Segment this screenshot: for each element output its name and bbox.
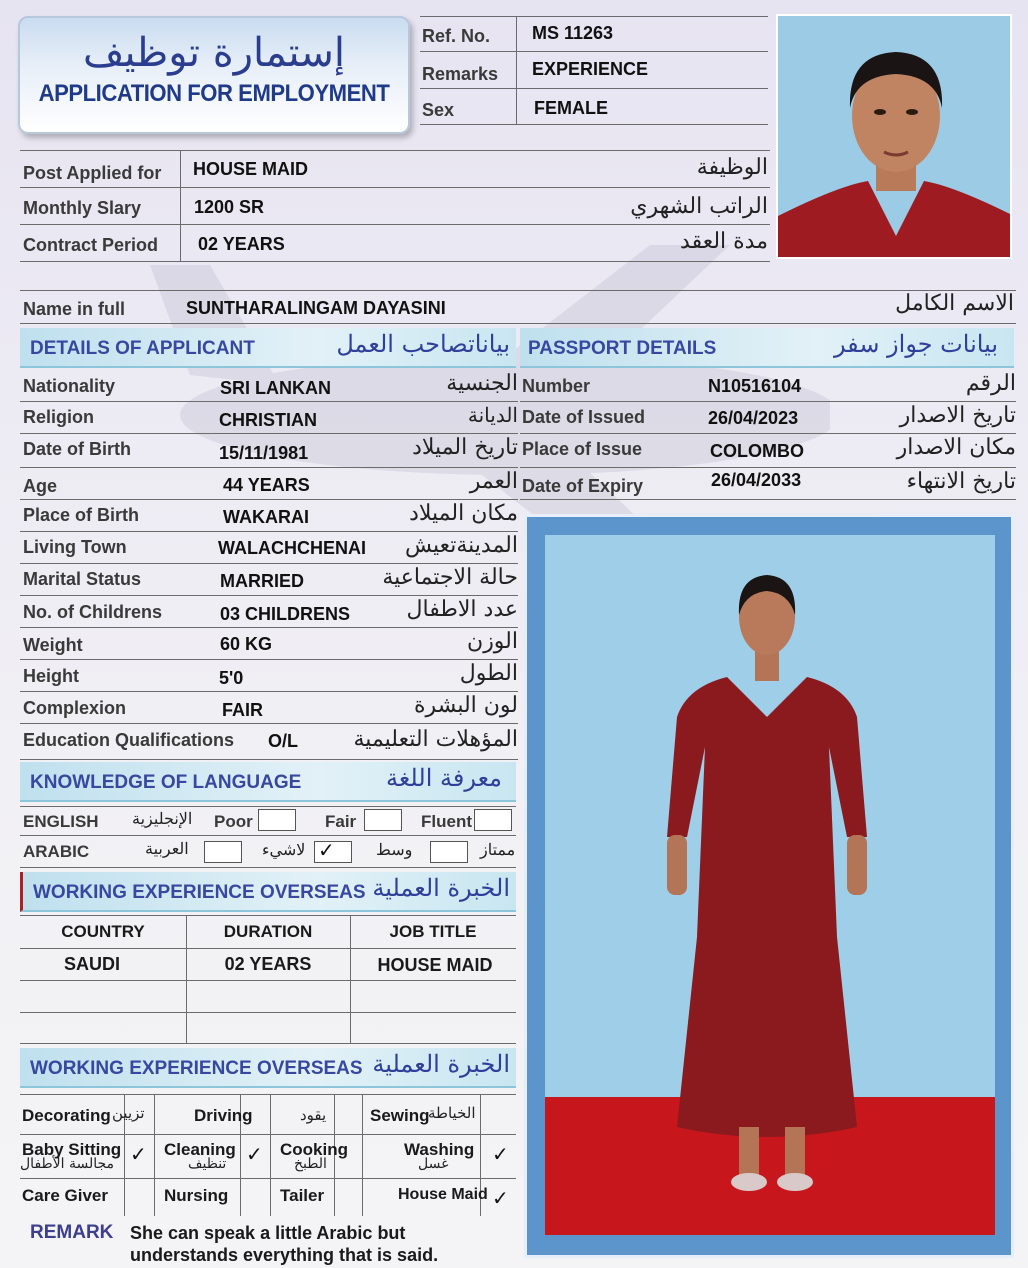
- arabic-label: ARABIC: [23, 842, 90, 861]
- english-fair-checkbox[interactable]: [364, 809, 402, 831]
- skill-cleaning-check-icon: ✓: [246, 1144, 263, 1166]
- passport-issue-date-row: [520, 402, 1016, 434]
- complexion-value: FAIR: [222, 700, 264, 720]
- contract-row: [20, 225, 770, 262]
- skill-cooking-label-ar: الطبخ: [294, 1156, 327, 1172]
- applicant-section-title-ar: بياناتصاحب العمل: [336, 330, 510, 358]
- passport-section-title: PASSPORT DETAILS: [528, 338, 717, 359]
- english-label-ar: الإنجليزية: [132, 809, 193, 828]
- nationality-value: SRI LANKAN: [220, 378, 331, 398]
- remarks-value: EXPERIENCE: [532, 59, 649, 79]
- passport-issue-date-value: 26/04/2023: [708, 408, 799, 428]
- dob-label-ar: تاريخ الميلاد: [412, 435, 518, 460]
- complexion-row: [20, 692, 518, 724]
- portrait-illustration: [778, 16, 1012, 259]
- english-fluent-checkbox[interactable]: [474, 809, 512, 831]
- sex-row: [420, 89, 768, 125]
- post-row: [20, 150, 770, 188]
- experience-table: [20, 915, 516, 1043]
- passport-section-title-ar: بيانات جواز سفر: [833, 330, 998, 358]
- height-label-ar: الطول: [459, 661, 518, 686]
- arabic-check-icon: ✓: [318, 840, 335, 862]
- skill-tailer-label: Tailer: [280, 1186, 325, 1205]
- remark-block: [30, 1222, 520, 1266]
- title-arabic: إستمارة توظيف: [82, 30, 346, 76]
- english-label: ENGLISH: [23, 812, 99, 831]
- living-town-value: WALACHCHENAI: [218, 538, 366, 558]
- passport-expiry-value: 26/04/2033: [711, 470, 802, 490]
- skill-sewing-label: Sewing: [370, 1106, 430, 1125]
- children-value: 03 CHILDRENS: [220, 604, 351, 624]
- skills-section-title: WORKING EXPERIENCE OVERSEAS: [30, 1058, 363, 1079]
- nationality-label: Nationality: [23, 376, 116, 396]
- full-body-photo: [524, 514, 1014, 1258]
- skill-washing-check-icon: ✓: [492, 1144, 509, 1166]
- name-value: SUNTHARALINGAM DAYASINI: [186, 298, 446, 318]
- post-label: Post Applied for: [23, 163, 162, 183]
- weight-row: [20, 628, 518, 660]
- contract-value: 02 YEARS: [198, 234, 285, 254]
- arabic-excellent-label-ar: ممتاز: [480, 840, 516, 859]
- dob-label: Date of Birth: [23, 439, 131, 459]
- dob-row: [20, 434, 518, 468]
- place-of-birth-value: WAKARAI: [223, 507, 309, 527]
- place-of-birth-label-ar: مكان الميلاد: [409, 501, 518, 526]
- arabic-medium-label-ar: وسط: [376, 840, 413, 859]
- sex-value: FEMALE: [534, 98, 608, 118]
- skill-washing-label-ar: غسل: [418, 1156, 449, 1172]
- experience-header-duration: DURATION: [223, 922, 313, 941]
- height-label: Height: [23, 666, 79, 686]
- religion-label: Religion: [23, 407, 94, 427]
- passport-place-value: COLOMBO: [710, 441, 804, 461]
- skill-driving-label: Driving: [194, 1106, 253, 1125]
- complexion-label-ar: لون البشرة: [414, 693, 518, 718]
- experience-header-job: JOB TITLE: [389, 922, 477, 941]
- name-row: [20, 290, 1016, 324]
- arabic-label-ar: العربية: [145, 839, 189, 858]
- ref-divider: [516, 16, 517, 125]
- religion-label-ar: الديانة: [467, 403, 518, 427]
- age-row: [20, 468, 518, 500]
- form-title-logo: [18, 16, 410, 134]
- passport-place-label: Place of Issue: [522, 439, 643, 459]
- nationality-row: [20, 370, 518, 402]
- passport-place-label-ar: مكان الاصدار: [896, 435, 1016, 460]
- skill-cleaning-label-ar: تنظيف: [188, 1156, 227, 1172]
- age-label-ar: العمر: [469, 469, 518, 494]
- applicant-section-title: DETAILS OF APPLICANT: [30, 338, 255, 359]
- skill-babysitting-check-icon: ✓: [130, 1144, 147, 1166]
- remark-line-2: understands everything that is said.: [130, 1245, 439, 1265]
- ref-label: Ref. No.: [422, 26, 491, 46]
- education-value: O/L: [268, 731, 298, 751]
- salary-value: 1200 SR: [194, 197, 265, 217]
- english-poor-checkbox[interactable]: [258, 809, 296, 831]
- applicant-section-header: [20, 328, 516, 368]
- passport-expiry-row: [520, 468, 1016, 500]
- passport-number-row: [520, 370, 1016, 402]
- passport-number-label: Number: [522, 376, 591, 396]
- children-label: No. of Childrens: [23, 602, 162, 622]
- height-value: 5'0: [219, 668, 244, 688]
- living-town-label-ar: المدينةتعيش: [404, 533, 518, 558]
- skill-babysitting-label-ar: مجالسة الأطفال: [20, 1156, 115, 1172]
- skills-section-header: [20, 1048, 516, 1088]
- skill-driving-label-ar: يقود: [300, 1106, 327, 1124]
- marital-status-row: [20, 564, 518, 596]
- sex-label: Sex: [422, 100, 455, 120]
- skill-washing-label: Washing: [404, 1140, 475, 1159]
- experience-header-country: COUNTRY: [61, 922, 145, 941]
- place-of-birth-label: Place of Birth: [23, 505, 140, 525]
- passport-section-header: [520, 328, 1014, 368]
- experience-section-title-ar: الخبرة العملية: [372, 874, 510, 902]
- passport-place-row: [520, 434, 1016, 468]
- skill-babysitting-label: Baby Sitting: [22, 1140, 122, 1159]
- remark-label: REMARK: [30, 1222, 114, 1243]
- passport-expiry-label-ar: تاريخ الانتهاء: [906, 469, 1016, 494]
- skill-decorating-label: Decorating: [22, 1106, 111, 1125]
- education-label: Education Qualifications: [23, 730, 235, 750]
- english-fluent-label: Fluent: [421, 812, 472, 831]
- education-label-ar: المؤهلات التعليمية: [353, 727, 518, 752]
- education-row: [20, 724, 518, 760]
- title-english: APPLICATION FOR EMPLOYMENT: [38, 80, 390, 107]
- language-section-title-ar: معرفة اللغة: [385, 764, 502, 792]
- religion-row: [20, 402, 518, 434]
- job-divider: [180, 150, 181, 262]
- full-body-illustration: [527, 517, 1011, 1255]
- passport-issue-date-label-ar: تاريخ الاصدار: [899, 403, 1016, 428]
- skill-cleaning-label: Cleaning: [164, 1140, 236, 1159]
- experience-country-value: SAUDI: [63, 954, 120, 974]
- height-row: [20, 660, 518, 692]
- contract-label-ar: مدة العقد: [680, 229, 768, 254]
- marital-status-value: MARRIED: [220, 571, 304, 591]
- skills-section-title-ar: الخبرة العملية: [372, 1050, 510, 1078]
- weight-label-ar: الوزن: [467, 629, 518, 654]
- skill-cooking-label: Cooking: [280, 1140, 348, 1159]
- living-town-row: [20, 532, 518, 564]
- skills-grid: [20, 1094, 516, 1216]
- age-value: 44 YEARS: [223, 475, 310, 495]
- ref-row: [420, 16, 768, 52]
- nationality-label-ar: الجنسية: [446, 371, 518, 396]
- skill-housemaid-label: House Maid: [398, 1186, 488, 1203]
- salary-row: [20, 188, 770, 225]
- salary-label: Monthly Slary: [23, 198, 142, 218]
- english-row: [20, 806, 516, 836]
- passport-number-value: N10516104: [708, 376, 802, 396]
- arabic-none-label-ar: لاشيء: [262, 840, 306, 859]
- arabic-excellent-checkbox[interactable]: [430, 841, 468, 863]
- place-of-birth-row: [20, 500, 518, 532]
- religion-value: CHRISTIAN: [219, 410, 317, 430]
- children-row: [20, 596, 518, 628]
- language-section-title: KNOWLEDGE OF LANGUAGE: [30, 772, 302, 793]
- skill-caregiver-label: Care Giver: [22, 1186, 108, 1205]
- post-value: HOUSE MAID: [193, 159, 309, 179]
- marital-status-label: Marital Status: [23, 569, 142, 589]
- living-town-label: Living Town: [23, 537, 127, 557]
- skill-nursing-label: Nursing: [164, 1186, 229, 1205]
- contract-label: Contract Period: [23, 235, 159, 255]
- english-poor-label: Poor: [214, 812, 253, 831]
- experience-duration-value: 02 YEARS: [224, 954, 312, 974]
- remarks-label: Remarks: [422, 64, 499, 84]
- marital-status-label-ar: حالة الاجتماعية: [382, 565, 518, 590]
- experience-section-header: [20, 872, 516, 912]
- arabic-none-checkbox[interactable]: [204, 841, 242, 863]
- salary-label-ar: الراتب الشهري: [630, 194, 768, 219]
- remark-line-1: She can speak a little Arabic but: [130, 1223, 406, 1243]
- complexion-label: Complexion: [23, 698, 127, 718]
- children-label-ar: عدد الاطفال: [406, 597, 518, 622]
- experience-job-value: HOUSE MAID: [377, 955, 493, 975]
- name-label: Name in full: [23, 299, 126, 319]
- dob-value: 15/11/1981: [219, 443, 309, 463]
- portrait-photo: [776, 14, 1012, 259]
- weight-value: 60 KG: [220, 634, 273, 654]
- passport-issue-date-label: Date of Issued: [522, 407, 646, 427]
- remarks-row: [420, 52, 768, 89]
- passport-expiry-label: Date of Expiry: [522, 476, 644, 496]
- ref-value: MS 11263: [532, 23, 614, 43]
- age-label: Age: [23, 476, 58, 496]
- weight-label: Weight: [23, 635, 83, 655]
- experience-section-title: WORKING EXPERIENCE OVERSEAS: [33, 882, 366, 903]
- name-label-ar: الاسم الكامل: [895, 291, 1014, 316]
- passport-number-label-ar: الرقم: [965, 371, 1016, 396]
- arabic-row: [20, 836, 516, 868]
- skill-decorating-label-ar: تزيين: [112, 1104, 145, 1122]
- skill-sewing-label-ar: الخياطة: [428, 1104, 476, 1122]
- english-fair-label: Fair: [325, 812, 357, 831]
- language-section-header: [20, 762, 516, 802]
- post-label-ar: الوظيفة: [696, 155, 768, 180]
- skill-housemaid-check-icon: ✓: [492, 1188, 509, 1210]
